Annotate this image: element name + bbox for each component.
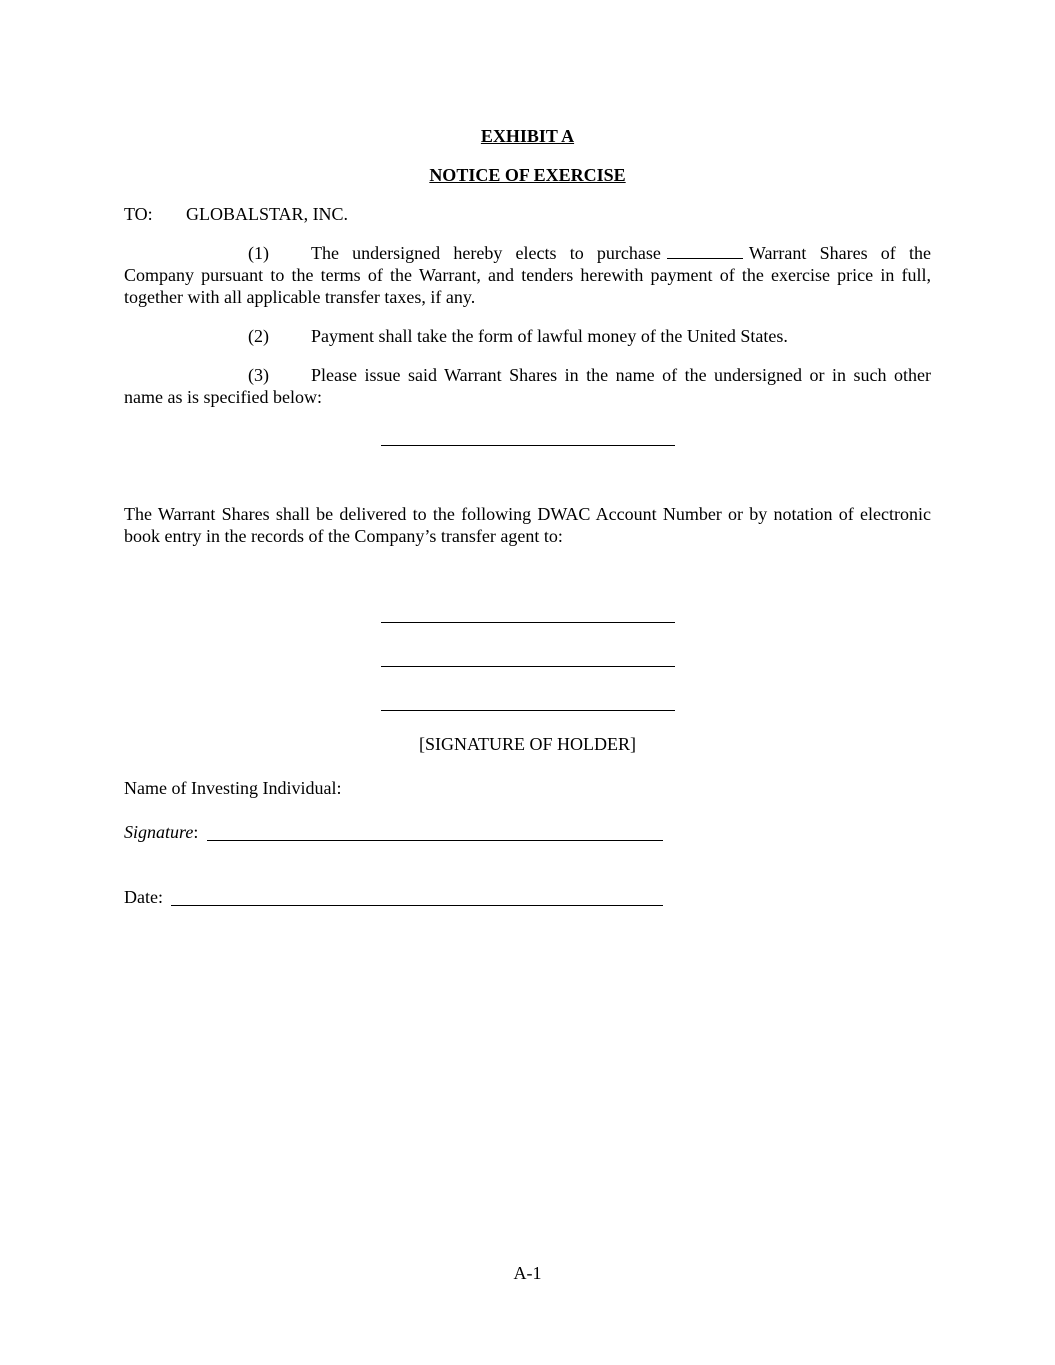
to-recipient: GLOBALSTAR, INC. — [186, 204, 349, 224]
delivery-blank-line-1[interactable] — [381, 622, 675, 623]
date-blank-line[interactable] — [171, 905, 663, 906]
share-count-blank[interactable] — [667, 242, 743, 259]
signature-of-holder-label: [SIGNATURE OF HOLDER] — [419, 734, 636, 754]
exhibit-title: EXHIBIT A — [480, 126, 575, 146]
item-1-paragraph — [124, 242, 931, 308]
investing-individual-label: Name of Investing Individual: — [124, 778, 342, 798]
item-2-number: (2) — [248, 326, 269, 346]
to-label: TO: — [124, 204, 153, 224]
item-2-text: Payment shall take the form of lawful money of the United States. — [311, 326, 788, 346]
page-number: A-1 — [513, 1263, 542, 1283]
date-field-label: Date: — [124, 887, 163, 907]
signature-label-colon: : — [193, 822, 199, 842]
name-blank-line[interactable] — [381, 445, 675, 446]
item-1-text-end: Warrant Shares of the Company pursuant to the terms of the Warrant, and tenders herewith payment of the exercise price in full, together with all applicable transfer taxes, if any. — [124, 243, 931, 307]
notice-title: NOTICE OF EXERCISE — [429, 165, 626, 185]
item-2-paragraph — [124, 325, 931, 347]
item-3-text: Please issue said Warrant Shares in the name of the undersigned or in such other name as is specified below: — [124, 365, 931, 407]
item-1-text-start: The undersigned hereby elects to purchase — [311, 243, 661, 263]
item-1-number: (1) — [248, 243, 269, 263]
delivery-blank-line-2[interactable] — [381, 666, 675, 667]
delivery-blank-line-3[interactable] — [381, 710, 675, 711]
signature-field-label — [124, 821, 198, 843]
item-3-paragraph — [124, 364, 931, 408]
signature-label-text: Signature — [124, 822, 194, 842]
delivery-paragraph: The Warrant Shares shall be delivered to the following DWAC Account Number or by notation of electronic book entry in the records of the Company’s transfer agent to: — [124, 504, 931, 546]
item-3-number: (3) — [248, 365, 269, 385]
signature-blank-line[interactable] — [207, 840, 663, 841]
